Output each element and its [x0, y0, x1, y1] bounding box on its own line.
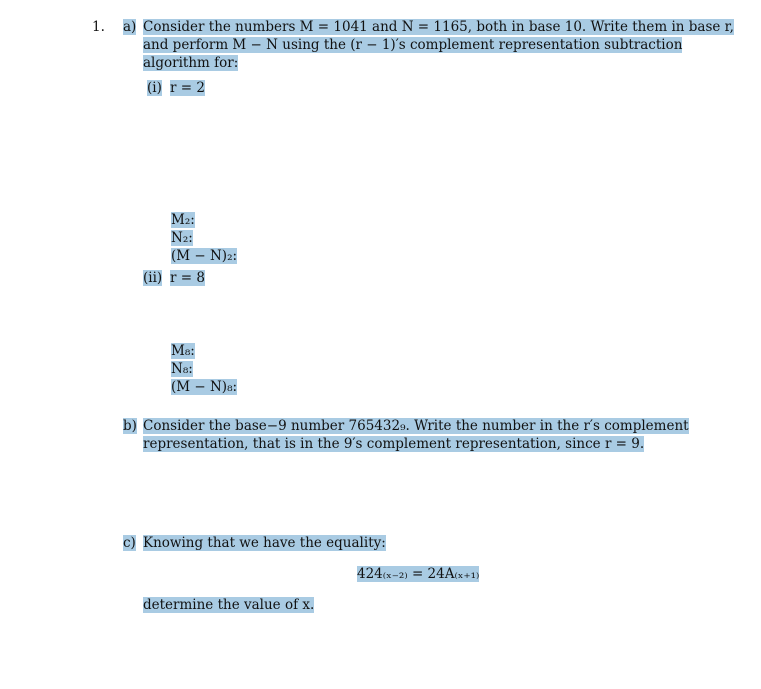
sub-ii-condition: r = 8	[170, 270, 205, 286]
m-minus-n-8-label: (M − N)₈:	[171, 379, 238, 395]
part-a-line-1: Consider the numbers M = 1041 and N = 1165, both in base 10. Write them in base r,	[143, 19, 734, 35]
m2-label: M₂:	[171, 212, 195, 228]
part-b-line-2: representation, that is in the 9′s complement representation, since r = 9.	[143, 436, 645, 452]
part-c-line-1: Knowing that we have the equality:	[143, 535, 386, 551]
n2-label: N₂:	[171, 230, 193, 246]
part-c-line-2: determine the value of x.	[143, 597, 315, 613]
sub-i-label: (i)	[147, 80, 162, 96]
part-b-label: b)	[123, 418, 137, 434]
m-minus-n-2-label: (M − N)₂:	[171, 248, 238, 264]
sub-i-condition: r = 2	[170, 80, 205, 96]
n8-label: N₈:	[171, 361, 193, 377]
part-a-line-3: algorithm for:	[143, 55, 239, 71]
part-a-label: a)	[123, 19, 137, 35]
m8-label: M₈:	[171, 343, 195, 359]
part-a-line-2: and perform M − N using the (r − 1)′s complement representation subtraction	[143, 37, 683, 53]
part-c-label: c)	[123, 535, 136, 551]
part-c-equation: 424₍ₓ₋₂₎ = 24A₍ₓ₊₁₎	[357, 566, 480, 582]
problem-number: 1.	[92, 19, 105, 35]
sub-ii-label: (ii)	[143, 270, 163, 286]
part-b-line-1: Consider the base−9 number 765432₉. Write the number in the r′s complement	[143, 418, 689, 434]
